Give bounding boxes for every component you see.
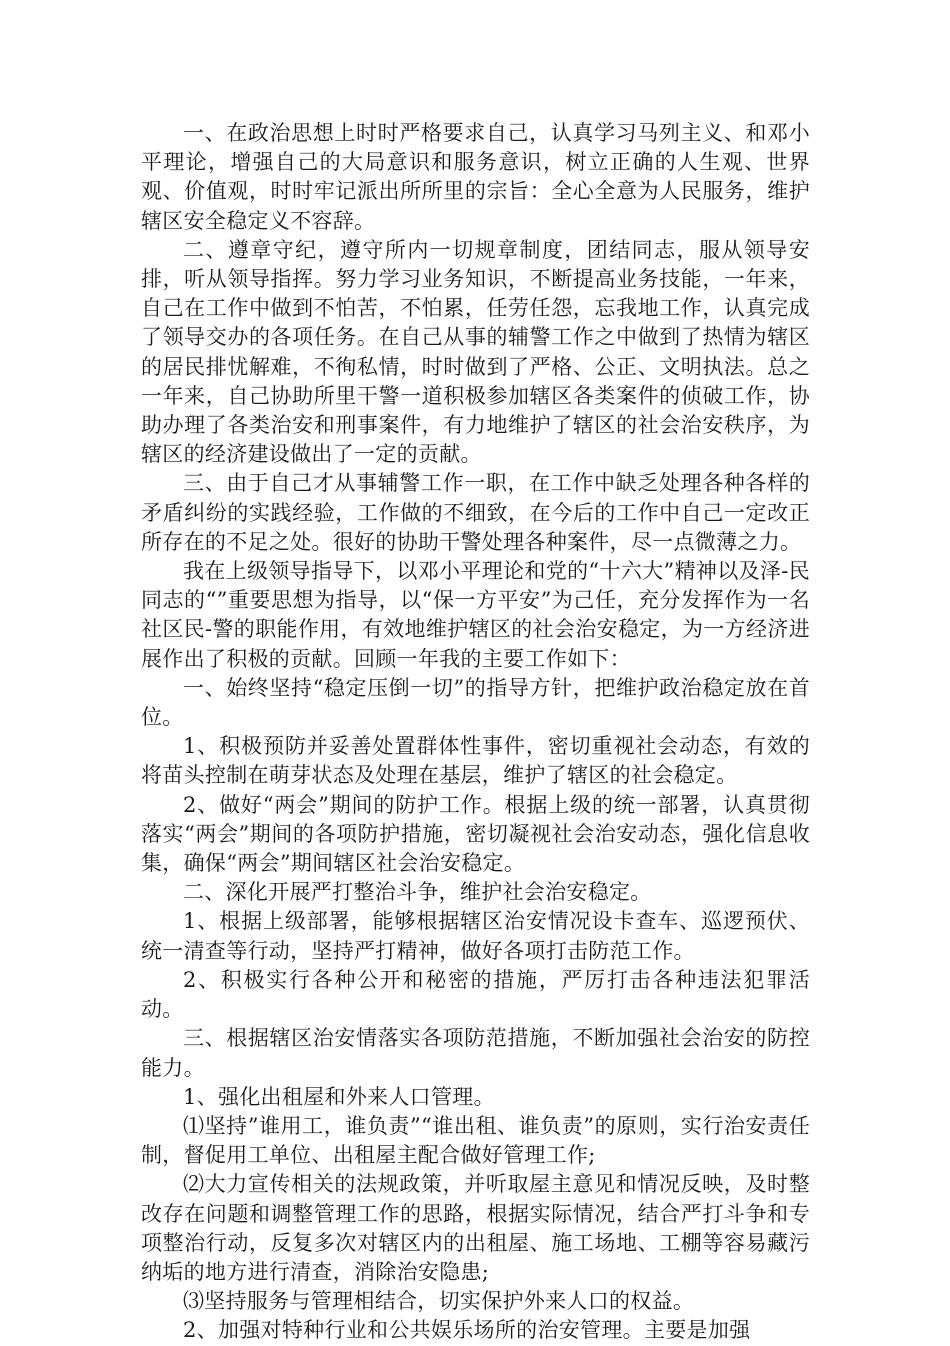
paragraph: 1、强化出租屋和外来人口管理。 (183, 1084, 495, 1109)
paragraph: ⑵大力宣传相关的法规政策，并听取屋主意见和情况反映，及时整改存在问题和调整管理工作的思路，根据实际情况，结合严打斗争和专项整治行动，反复多次对辖区内的出租屋、施工场地、工棚等容易藏污纳垢的地方进行清查，消除治安隐患; (141, 1172, 810, 1284)
paragraph: 二、深化开展严打整治斗争，维护社会治安稳定。 (183, 880, 652, 905)
paragraph: 2、做好“两会”期间的防护工作。根据上级的统一部署，认真贯彻落实“两会”期间的各项防护措施，密切凝视社会治安动态，强化信息收集，确保“两会”期间辖区社会治安稳定。 (141, 792, 810, 876)
paragraph: 2、加强对特种行业和公共娱乐场所的治安管理。主要是加强 (183, 1318, 751, 1343)
paragraph: 一、在政治思想上时时严格要求自己，认真学习马列主义、和邓小平理论，增强自己的大局意识和服务意识，树立正确的人生观、世界观、价值观，时时牢记派出所所里的宗旨：全心全意为人民服务，维护辖区安全稳定义不容辞。 (141, 121, 810, 233)
paragraph: 我在上级领导指导下，以邓小平理论和党的“十六大”精神以及泽-民同志的“”重要思想为指导，以“保一方平安”为己任，充分发挥作为一名社区民-警的职能作用，有效地维护辖区的社会治安稳定，为一方经济进展作出了积极的贡献。回顾一年我的主要工作如下： (141, 559, 810, 671)
paragraph: 二、遵章守纪，遵守所内一切规章制度，团结同志，服从领导安排，听从领导指挥。努力学习业务知识，不断提高业务技能，一年来，自己在工作中做到不怕苦，不怕累，任劳任怨，忘我地工作，认真完成了领导交办的各项任务。在自己从事的辅警工作之中做到了热情为辖区的居民排忧解难，不徇私情，时时做到了严格、公正、文明执法。总之一年来，自己协助所里干警一道积极参加辖区各类案件的侦破工作，协助办理了各类治安和刑事案件，有力地维护了辖区的社会治安秩序，为辖区的经济建设做出了一定的贡献。 (141, 237, 810, 467)
document-body (141, 119, 810, 1346)
paragraph: 一、始终坚持“稳定压倒一切”的指导方针，把维护政治稳定放在首位。 (141, 675, 810, 730)
paragraph: ⑴坚持”谁用工，谁负责”“谁出租、谁负责”的原则，实行治安责任制，督促用工单位、出租屋主配合做好管理工作; (141, 1113, 810, 1168)
paragraph: 1、积极预防并妥善处置群体性事件，密切重视社会动态，有效的将苗头控制在萌芽状态及处理在基层，维护了辖区的社会稳定。 (141, 734, 810, 788)
paragraph: 三、根据辖区治安情落实各项防范措施，不断加强社会治安的防控能力。 (141, 1026, 810, 1080)
paragraph: 1、根据上级部署，能够根据辖区治安情况设卡查车、巡逻预伏、统一清查等行动，坚持严打精神，做好各项打击防范工作。 (141, 909, 810, 963)
paragraph: 2、积极实行各种公开和秘密的措施，严厉打击各种违法犯罪活动。 (141, 967, 810, 1022)
paragraph: 三、由于自己才从事辅警工作一职，在工作中缺乏处理各种各样的矛盾纠纷的实践经验，工作做的不细致，在今后的工作中自己一定改正所存在的不足之处。很好的协助干警处理各种案件，尽一点微薄之力。 (141, 471, 810, 554)
paragraph: ⑶坚持服务与管理相结合，切实保护外来人口的权益。 (183, 1289, 695, 1314)
